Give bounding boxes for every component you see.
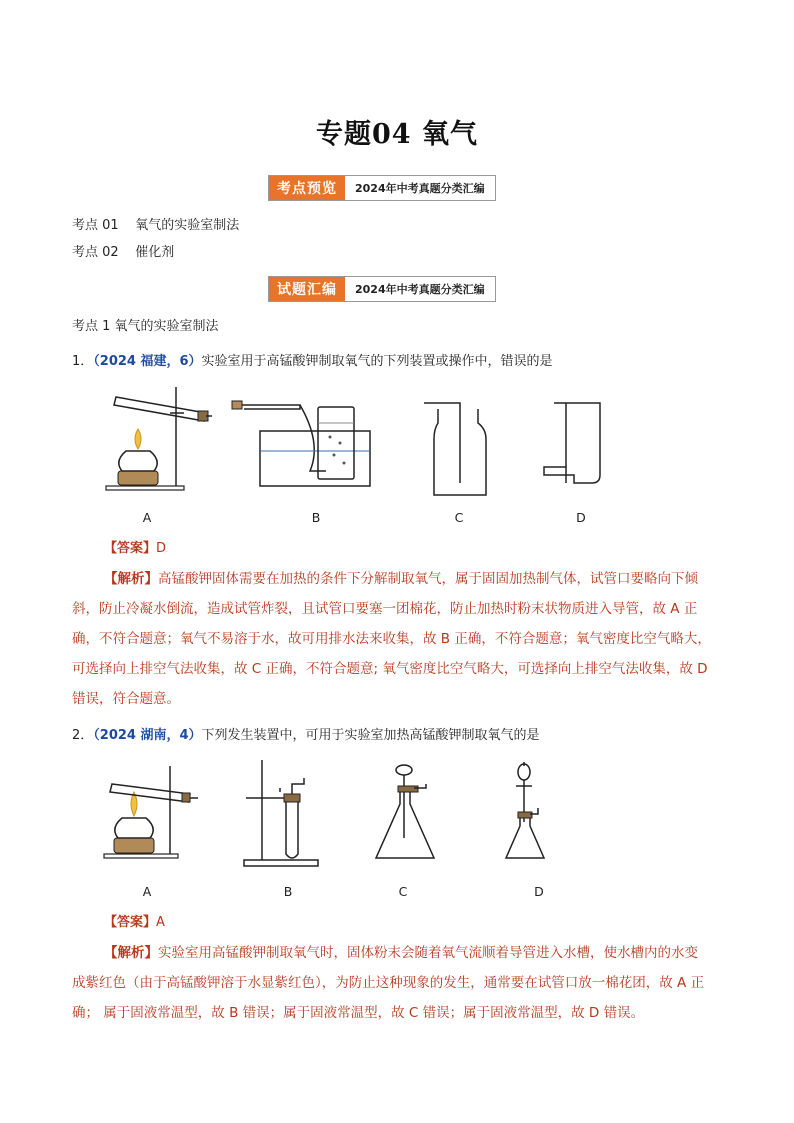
analysis-line: 可选择向上排空气法收集，故 C 正确，不符合题意; 氧气密度比空气略大，可选择向上排空气法收集，故 D bbox=[72, 661, 708, 677]
question-2-answer bbox=[104, 914, 165, 932]
toc-item-1[interactable] bbox=[72, 217, 239, 235]
banner-questions bbox=[268, 276, 496, 302]
option-label: A bbox=[142, 510, 152, 525]
toc-item-2[interactable] bbox=[72, 244, 174, 262]
banner-tag: 试题汇编 bbox=[269, 277, 345, 301]
question-source: （2024 福建，6） bbox=[93, 354, 202, 369]
section-heading: 考点 1 氧气的实验室制法 bbox=[72, 319, 219, 334]
question-1-figures bbox=[100, 383, 620, 498]
analysis-line: 错误，符合题意。 bbox=[72, 691, 180, 707]
option-label: B bbox=[311, 510, 321, 525]
apparatus-b-icon bbox=[232, 401, 370, 486]
option-label: C bbox=[398, 884, 408, 899]
question-1-answer bbox=[104, 540, 166, 558]
toc-text: 催化剂 bbox=[135, 245, 175, 260]
analysis-tag: 【解析】 bbox=[104, 571, 158, 587]
analysis-line: 斜，防止冷凝水倒流，造成试管炸裂，且试管口要塞一团棉花，防止加热时粉末状物质进入导管，故 A 正 bbox=[72, 601, 698, 617]
apparatus-b-icon bbox=[244, 760, 318, 866]
question-2-figures bbox=[100, 758, 560, 870]
analysis-line: 高锰酸钾固体需要在加热的条件下分解制取氧气，属于固固加热制气体，试管口要略向下倾 bbox=[158, 571, 698, 587]
question-number: 2． bbox=[72, 728, 94, 743]
question-source: （2024 湖南，4） bbox=[93, 728, 202, 743]
option-label: D bbox=[534, 884, 544, 899]
apparatus-d-icon bbox=[506, 762, 544, 858]
apparatus-c-icon bbox=[424, 403, 486, 495]
toc-label: 考点 02 bbox=[72, 245, 119, 260]
analysis-line: 实验室用高锰酸钾制取氧气时，固体粉末会随着氧气流顺着导管进入水槽，使水槽内的水变 bbox=[158, 945, 698, 961]
analysis-line: 确； 属于固液常温型，故 B 错误；属于固液常温型，故 C 错误；属于固液常温型，故 D 错误。 bbox=[72, 1005, 645, 1021]
question-1-stem bbox=[72, 353, 553, 371]
analysis-tag: 【解析】 bbox=[104, 945, 158, 961]
page-title: 专题04 氧气 bbox=[316, 119, 478, 150]
banner-preview bbox=[268, 175, 496, 201]
toc-label: 考点 01 bbox=[72, 218, 119, 233]
answer-value: A bbox=[156, 915, 165, 930]
question-2-analysis bbox=[72, 938, 732, 1028]
apparatus-d-icon bbox=[544, 403, 600, 483]
option-label: C bbox=[454, 510, 464, 525]
toc-text: 氧气的实验室制法 bbox=[135, 218, 240, 233]
apparatus-a-icon bbox=[104, 766, 198, 858]
question-text: 下列发生装置中，可用于实验室加热高锰酸钾制取氧气的是 bbox=[201, 728, 540, 743]
apparatus-c-icon bbox=[376, 765, 434, 858]
banner-subtitle: 2024年中考真题分类汇编 bbox=[355, 283, 485, 296]
question-1-analysis bbox=[72, 564, 732, 714]
banner-tag: 考点预览 bbox=[269, 176, 345, 200]
option-label: A bbox=[142, 884, 152, 899]
analysis-line: 成紫红色（由于高锰酸钾溶于水显紫红色），为防止这种现象的发生，通常要在试管口放一棉花团，故 A 正 bbox=[72, 975, 705, 991]
option-label: D bbox=[576, 510, 586, 525]
question-text: 实验室用于高锰酸钾制取氧气的下列装置或操作中，错误的是 bbox=[201, 354, 553, 369]
answer-value: D bbox=[156, 541, 167, 556]
banner-subtitle: 2024年中考真题分类汇编 bbox=[355, 182, 485, 195]
answer-tag: 【答案】 bbox=[104, 541, 157, 556]
answer-tag: 【答案】 bbox=[104, 915, 157, 930]
question-2-stem bbox=[72, 727, 540, 745]
apparatus-a-icon bbox=[106, 387, 212, 490]
analysis-line: 确，不符合题意；氧气不易溶于水，故可用排水法来收集，故 B 正确，不符合题意；氧气密度比空气略大， bbox=[72, 631, 711, 647]
option-label: B bbox=[283, 884, 293, 899]
question-number: 1． bbox=[72, 354, 94, 369]
